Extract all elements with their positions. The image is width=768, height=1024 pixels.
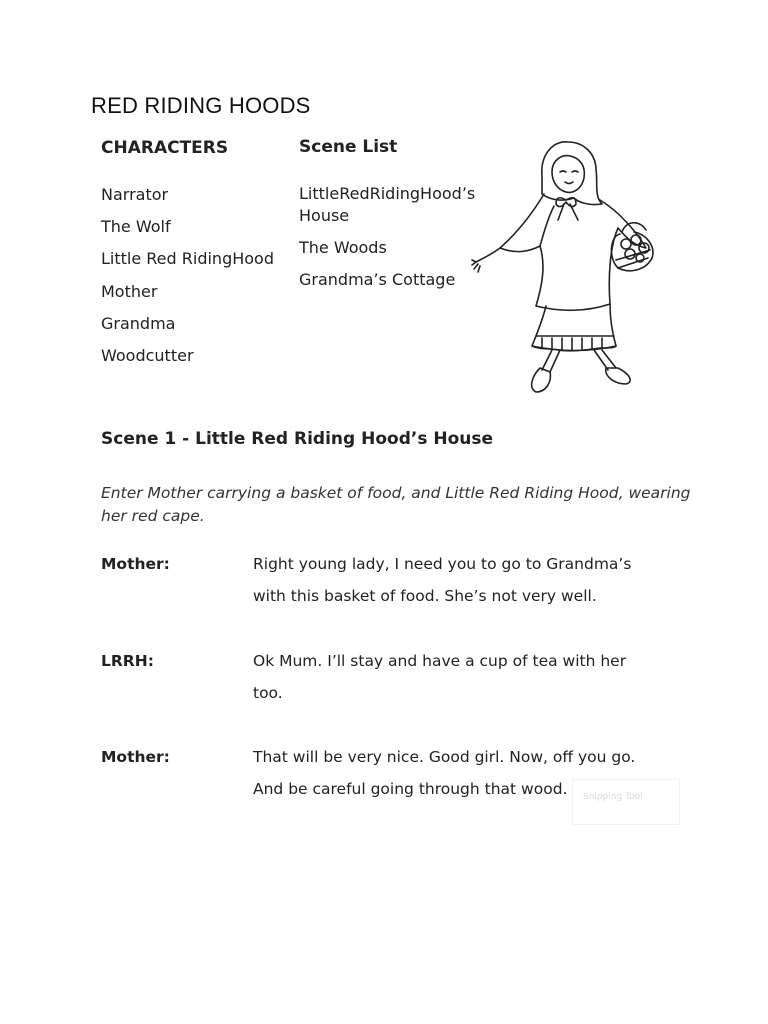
dialogue-line: Right young lady, I need you to go to Grandma’s with this basket of food. She’s not very well. (253, 555, 632, 605)
character-item: Narrator (101, 185, 169, 204)
character-item: Mother (101, 282, 158, 301)
speaker-label: Mother: (101, 555, 170, 573)
dialogue-line: That will be very nice. Good girl. Now, off you go. And be careful going through that wood. (253, 748, 636, 798)
red-riding-hood-illustration (470, 136, 680, 402)
scene-list-item: LittleRedRidingHood’s House (299, 184, 476, 225)
dialogue-line: Ok Mum. I’ll stay and have a cup of tea with her too. (253, 652, 627, 702)
faint-watermark (572, 779, 680, 825)
scene-list-item: The Woods (299, 238, 387, 257)
character-item: Grandma (101, 314, 176, 333)
speaker-label: Mother: (101, 748, 170, 766)
watermark-text: Snipping Tool (583, 792, 643, 802)
stage-direction: Enter Mother carrying a basket of food, and Little Red Riding Hood, wearing her red cape. (101, 484, 691, 525)
character-item: Woodcutter (101, 346, 194, 365)
scene-list-item: Grandma’s Cottage (299, 270, 456, 289)
character-item: The Wolf (101, 217, 171, 236)
scene-list-heading: Scene List (299, 137, 398, 157)
scene-heading: Scene 1 - Little Red Riding Hood’s House (101, 429, 494, 449)
document-title: RED RIDING HOODS (91, 93, 311, 118)
character-item: Little Red RidingHood (101, 249, 274, 268)
characters-heading: CHARACTERS (101, 138, 229, 158)
speaker-label: LRRH: (101, 652, 154, 670)
